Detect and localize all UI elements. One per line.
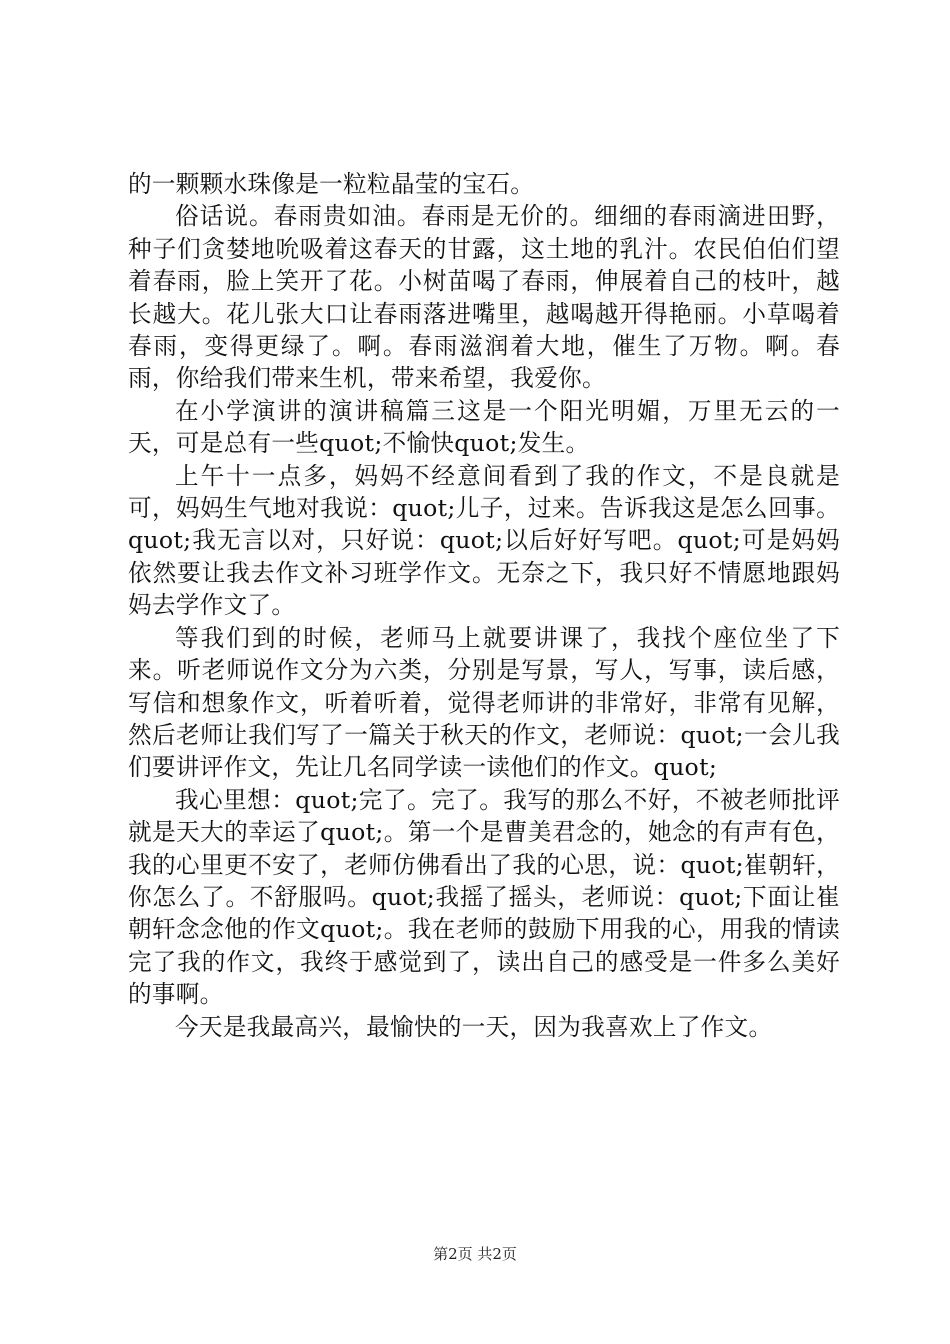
paragraph: 俗话说。春雨贵如油。春雨是无价的。细细的春雨滴进田野，种子们贪婪地吮吸着这春天的甘露，这土地的乳汁。农民伯伯们望着春雨，脸上笑开了花。小树苗喝了春雨，伸展着自己的枝叶，越长越大。花儿张大口让春雨落进嘴里，越喝越开得艳丽。小草喝着春雨，变得更绿了。啊。春雨滋润着大地，催生了万物。啊。春雨，你给我们带来生机，带来希望，我爱你。 [128, 202, 840, 393]
paragraph: 上午十一点多，妈妈不经意间看到了我的作文，不是良就是可，妈妈生气地对我说：quot;儿子，过来。告诉我这是怎么回事。quot;我无言以对，只好说：quot;以后好好写吧。quot;可是妈妈依然要让我去作文补习班学作文。无奈之下，我只好不情愿地跟妈妈去学作文了。 [128, 461, 840, 620]
paragraph: 的一颗颗水珠像是一粒粒晶莹的宝石。 [128, 170, 535, 198]
paragraph: 等我们到的时候，老师马上就要讲课了，我找个座位坐了下来。听老师说作文分为六类，分别是写景，写人，写事，读后感，写信和想象作文，听着听着，觉得老师讲的非常好，非常有见解，然后老师让我们写了一篇关于秋天的作文，老师说：quot;一会儿我们要讲评作文，先让几名同学读一读他们的作文。quot; [128, 623, 840, 782]
paragraph: 我心里想：quot;完了。完了。我写的那么不好，不被老师批评就是天大的幸运了quot;。第一个是曹美君念的，她念的有声有色，我的心里更不安了，老师仿佛看出了我的心思，说：quot;崔朝轩，你怎么了。不舒服吗。quot;我摇了摇头，老师说：quot;下面让崔朝轩念念他的作文quot;。我在老师的鼓励下用我的心，用我的情读完了我的作文，我终于感觉到了，读出自己的感受是一件多么美好的事啊。 [128, 785, 840, 1009]
paragraph: 今天是我最高兴，最愉快的一天，因为我喜欢上了作文。 [175, 1012, 773, 1041]
document-body [128, 168, 840, 1043]
paragraph: 在小学演讲的演讲稿篇三这是一个阳光明媚，万里无云的一天，可是总有一些quot;不愉快quot;发生。 [128, 396, 840, 458]
page-number-footer: 第2页 共2页 [433, 1245, 517, 1263]
